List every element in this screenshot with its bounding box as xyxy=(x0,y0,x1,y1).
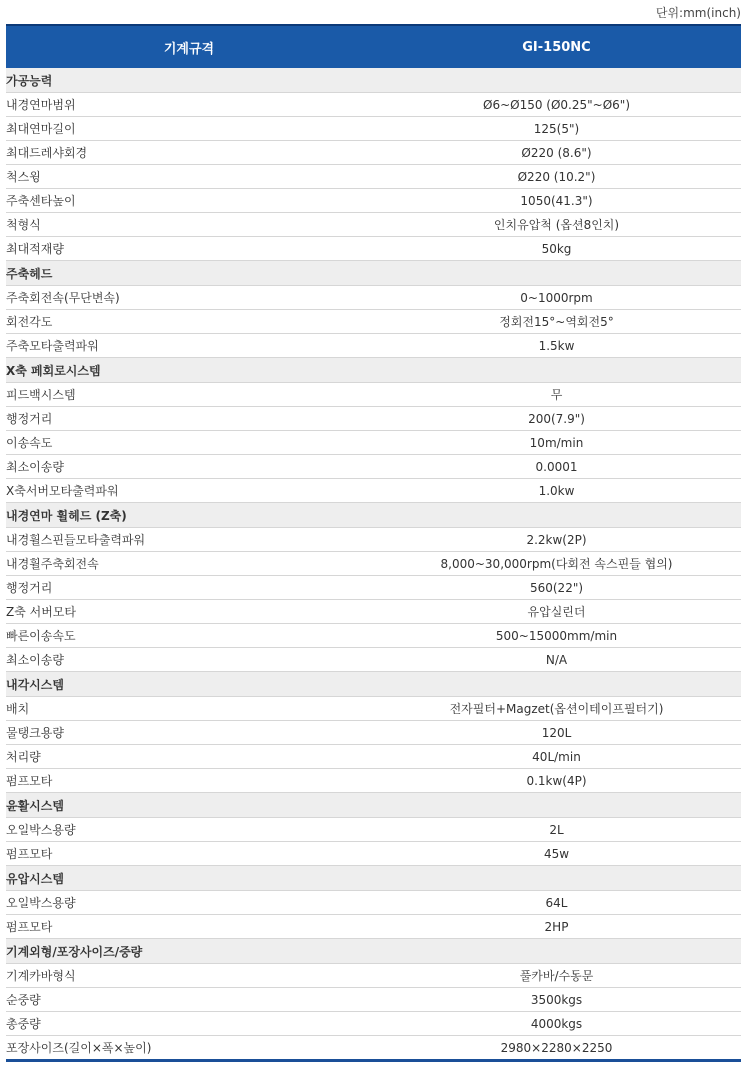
table-row xyxy=(6,818,741,842)
table-row xyxy=(6,334,741,358)
table-row xyxy=(6,576,741,600)
spec-table xyxy=(6,24,741,1062)
section-title: 내경연마 휠헤드 (Z축) xyxy=(6,503,372,528)
section-header-row xyxy=(6,358,741,383)
spec-value: Ø6~Ø150 (Ø0.25"~Ø6") xyxy=(372,93,741,117)
spec-label: 척형식 xyxy=(6,213,372,237)
section-header-row xyxy=(6,939,741,964)
spec-value: 무 xyxy=(372,383,741,407)
section-header-row xyxy=(6,68,741,93)
section-blank-cell xyxy=(372,793,741,818)
spec-value: 40L/min xyxy=(372,745,741,769)
table-row xyxy=(6,286,741,310)
spec-value: 정회전15°~역회전5° xyxy=(372,310,741,334)
table-row xyxy=(6,213,741,237)
table-row xyxy=(6,988,741,1012)
spec-value: 50kg xyxy=(372,237,741,261)
spec-value: 2980×2280×2250 xyxy=(372,1036,741,1061)
spec-value: Ø220 (10.2") xyxy=(372,165,741,189)
table-row xyxy=(6,431,741,455)
header-spec-label: 기계규격 xyxy=(6,25,372,68)
section-header-row xyxy=(6,672,741,697)
table-row xyxy=(6,745,741,769)
table-row xyxy=(6,769,741,793)
spec-label: 척스윙 xyxy=(6,165,372,189)
table-row xyxy=(6,117,741,141)
spec-label: 내경휠스핀들모타출력파워 xyxy=(6,528,372,552)
spec-value: 45w xyxy=(372,842,741,866)
spec-label: 주축회전속(무단변속) xyxy=(6,286,372,310)
spec-value: 560(22") xyxy=(372,576,741,600)
table-row xyxy=(6,528,741,552)
table-row xyxy=(6,721,741,745)
section-title: 내각시스템 xyxy=(6,672,372,697)
spec-value: 2.2kw(2P) xyxy=(372,528,741,552)
section-blank-cell xyxy=(372,866,741,891)
spec-value: 8,000~30,000rpm(다회전 속스핀들 협의) xyxy=(372,552,741,576)
section-blank-cell xyxy=(372,68,741,93)
section-header-row xyxy=(6,261,741,286)
table-row xyxy=(6,93,741,117)
spec-label: 행정거리 xyxy=(6,576,372,600)
spec-label: 최대연마길이 xyxy=(6,117,372,141)
section-blank-cell xyxy=(372,261,741,286)
spec-label: 내경휠주축회전속 xyxy=(6,552,372,576)
spec-value: 3500kgs xyxy=(372,988,741,1012)
spec-value: 인치유압척 (옵션8인치) xyxy=(372,213,741,237)
spec-label: 물탱크용량 xyxy=(6,721,372,745)
section-title: 가공능력 xyxy=(6,68,372,93)
section-blank-cell xyxy=(372,358,741,383)
spec-label: 주축센타높이 xyxy=(6,189,372,213)
table-row xyxy=(6,479,741,503)
spec-value: 200(7.9") xyxy=(372,407,741,431)
spec-label: 회전각도 xyxy=(6,310,372,334)
spec-label: 펌프모타 xyxy=(6,842,372,866)
spec-value: 2L xyxy=(372,818,741,842)
spec-value: 풀카바/수동문 xyxy=(372,964,741,988)
table-row xyxy=(6,165,741,189)
spec-label: 총중량 xyxy=(6,1012,372,1036)
section-title: 윤활시스템 xyxy=(6,793,372,818)
spec-value: 120L xyxy=(372,721,741,745)
spec-label: 최대적재량 xyxy=(6,237,372,261)
table-row xyxy=(6,1012,741,1036)
spec-value: 2HP xyxy=(372,915,741,939)
spec-value: 4000kgs xyxy=(372,1012,741,1036)
spec-label: 최소이송량 xyxy=(6,648,372,672)
table-row xyxy=(6,891,741,915)
spec-label: Z축 서버모타 xyxy=(6,600,372,624)
spec-label: 순중량 xyxy=(6,988,372,1012)
spec-label: 이송속도 xyxy=(6,431,372,455)
spec-value: Ø220 (8.6") xyxy=(372,141,741,165)
spec-value: 10m/min xyxy=(372,431,741,455)
table-row xyxy=(6,310,741,334)
table-row xyxy=(6,648,741,672)
spec-label: 빠른이송속도 xyxy=(6,624,372,648)
spec-value: 64L xyxy=(372,891,741,915)
table-row xyxy=(6,455,741,479)
spec-table-body xyxy=(6,68,741,1061)
spec-label: 처리량 xyxy=(6,745,372,769)
spec-label: 오일박스용량 xyxy=(6,818,372,842)
spec-value: 1050(41.3") xyxy=(372,189,741,213)
spec-value: N/A xyxy=(372,648,741,672)
spec-label: 기계카바형식 xyxy=(6,964,372,988)
table-row xyxy=(6,1036,741,1061)
table-row xyxy=(6,842,741,866)
spec-label: 포장사이즈(길이×폭×높이) xyxy=(6,1036,372,1061)
spec-value: 125(5") xyxy=(372,117,741,141)
section-header-row xyxy=(6,793,741,818)
spec-label: 펌프모타 xyxy=(6,915,372,939)
spec-label: 주축모타출력파워 xyxy=(6,334,372,358)
spec-label: 배치 xyxy=(6,697,372,721)
table-row xyxy=(6,407,741,431)
unit-note: 단위:mm(inch) xyxy=(655,6,741,20)
table-row xyxy=(6,964,741,988)
spec-value: 0.1kw(4P) xyxy=(372,769,741,793)
spec-value: 1.0kw xyxy=(372,479,741,503)
section-title: 기계외형/포장사이즈/중량 xyxy=(6,939,372,964)
spec-value: 유압실린더 xyxy=(372,600,741,624)
section-title: X축 페회로시스템 xyxy=(6,358,372,383)
table-row xyxy=(6,600,741,624)
table-row xyxy=(6,383,741,407)
header-model-name: GI-150NC xyxy=(372,25,741,68)
table-row xyxy=(6,141,741,165)
section-blank-cell xyxy=(372,503,741,528)
table-row xyxy=(6,697,741,721)
spec-label: 행정거리 xyxy=(6,407,372,431)
spec-value: 0.0001 xyxy=(372,455,741,479)
spec-label: 최대드레샤회경 xyxy=(6,141,372,165)
section-header-row xyxy=(6,503,741,528)
table-row xyxy=(6,915,741,939)
spec-label: 내경연마범위 xyxy=(6,93,372,117)
section-header-row xyxy=(6,866,741,891)
spec-label: 최소이송량 xyxy=(6,455,372,479)
table-row xyxy=(6,552,741,576)
table-row xyxy=(6,189,741,213)
section-title: 주축헤드 xyxy=(6,261,372,286)
spec-label: 피드백시스템 xyxy=(6,383,372,407)
section-blank-cell xyxy=(372,939,741,964)
spec-value: 500~15000mm/min xyxy=(372,624,741,648)
table-header-row xyxy=(6,25,741,68)
spec-value: 전자필터+Magzet(옵션이테이프필터기) xyxy=(372,697,741,721)
spec-value: 0~1000rpm xyxy=(372,286,741,310)
spec-value: 1.5kw xyxy=(372,334,741,358)
spec-label: 오일박스용량 xyxy=(6,891,372,915)
table-row xyxy=(6,237,741,261)
spec-label: X축서버모타출력파워 xyxy=(6,479,372,503)
section-blank-cell xyxy=(372,672,741,697)
section-title: 유압시스템 xyxy=(6,866,372,891)
spec-label: 펌프모타 xyxy=(6,769,372,793)
table-row xyxy=(6,624,741,648)
